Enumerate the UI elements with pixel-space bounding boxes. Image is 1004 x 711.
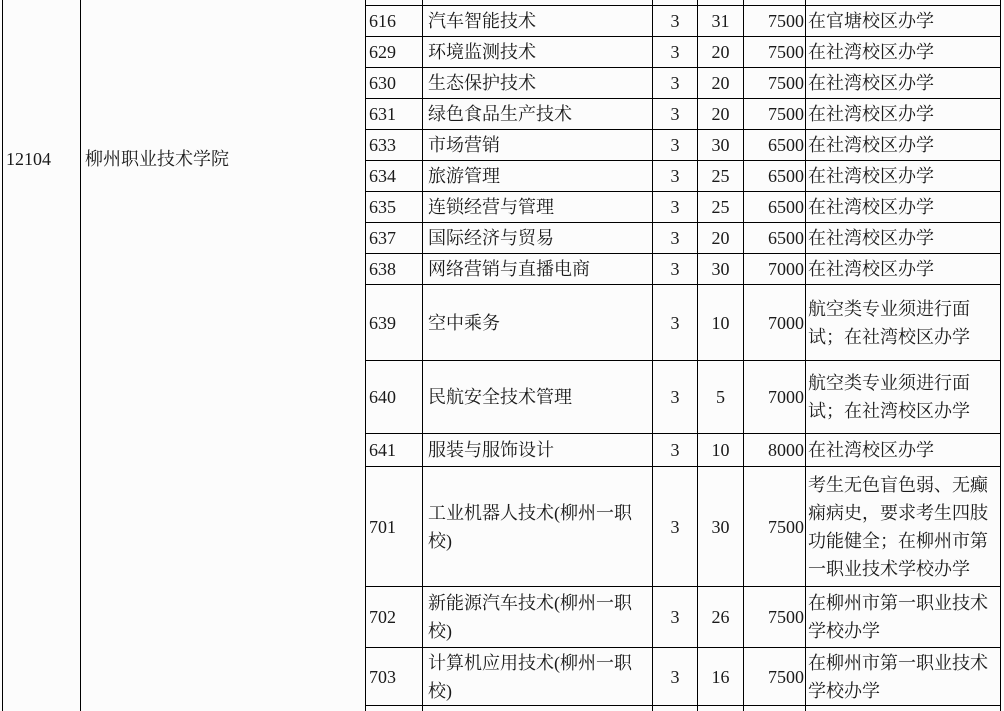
- quota-cell: 30: [698, 254, 744, 285]
- years-cell: 3: [653, 434, 698, 467]
- major-name-cell: 新能源汽车技术(柳州一职校): [423, 587, 653, 648]
- quota-cell: 5: [698, 361, 744, 434]
- major-name-cell: 绿色食品生产技术: [423, 99, 653, 130]
- years-cell: [653, 706, 698, 711]
- quota-cell: 30: [698, 467, 744, 587]
- major-name-cell: 旅游管理: [423, 161, 653, 192]
- tuition-cell: 6500: [744, 161, 806, 192]
- quota-cell: 25: [698, 161, 744, 192]
- tuition-cell: 8000: [744, 434, 806, 467]
- tuition-cell: 6500: [744, 192, 806, 223]
- major-code-cell: 629: [366, 37, 423, 68]
- notes-cell: 在社湾校区办学: [806, 68, 1001, 99]
- major-code-cell: 630: [366, 68, 423, 99]
- notes-cell: 考生无色盲色弱、无癫痫病史，要求考生四肢功能健全；在柳州市第一职业技术学校办学: [806, 467, 1001, 587]
- major-name-cell: 服装与服饰设计: [423, 434, 653, 467]
- tuition-cell: 6500: [744, 130, 806, 161]
- major-name-cell: 民航安全技术管理: [423, 361, 653, 434]
- quota-cell: 10: [698, 434, 744, 467]
- major-name-cell: 市场营销: [423, 130, 653, 161]
- notes-cell: 在柳州市第一职业技术学校办学: [806, 648, 1001, 706]
- major-name-cell: 工业机器人技术(柳州一职校): [423, 467, 653, 587]
- major-code-cell: 635: [366, 192, 423, 223]
- tuition-cell: 7500: [744, 648, 806, 706]
- admissions-plan-table: [2, 0, 1001, 711]
- school-code-cell: [3, 0, 81, 711]
- notes-cell: 航空类专业须进行面试；在社湾校区办学: [806, 285, 1001, 361]
- notes-cell: [806, 706, 1001, 711]
- tuition-cell: 7500: [744, 6, 806, 37]
- quota-cell: 31: [698, 6, 744, 37]
- major-code-cell: 641: [366, 434, 423, 467]
- notes-cell: 在社湾校区办学: [806, 434, 1001, 467]
- major-code-cell: 631: [366, 99, 423, 130]
- major-code-cell: 616: [366, 6, 423, 37]
- years-cell: 3: [653, 467, 698, 587]
- tuition-cell: [744, 706, 806, 711]
- major-code-cell: [366, 706, 423, 711]
- years-cell: 3: [653, 99, 698, 130]
- years-cell: 3: [653, 37, 698, 68]
- major-name-cell: 连锁经营与管理: [423, 192, 653, 223]
- major-name-cell: 国际经济与贸易: [423, 223, 653, 254]
- years-cell: 3: [653, 285, 698, 361]
- tuition-cell: 7500: [744, 467, 806, 587]
- tuition-cell: 7500: [744, 587, 806, 648]
- major-code-cell: 634: [366, 161, 423, 192]
- years-cell: 3: [653, 161, 698, 192]
- quota-cell: 20: [698, 68, 744, 99]
- years-cell: 3: [653, 6, 698, 37]
- major-code-cell: 701: [366, 467, 423, 587]
- notes-cell: 航空类专业须进行面试；在社湾校区办学: [806, 361, 1001, 434]
- quota-cell: 16: [698, 648, 744, 706]
- tuition-cell: 7000: [744, 285, 806, 361]
- years-cell: 3: [653, 361, 698, 434]
- notes-cell: 在社湾校区办学: [806, 99, 1001, 130]
- major-name-cell: 环境监测技术: [423, 37, 653, 68]
- years-cell: 3: [653, 192, 698, 223]
- tuition-cell: 6500: [744, 223, 806, 254]
- years-cell: 3: [653, 68, 698, 99]
- major-code-cell: 633: [366, 130, 423, 161]
- quota-cell: 20: [698, 223, 744, 254]
- tuition-cell: 7500: [744, 99, 806, 130]
- notes-cell: 在社湾校区办学: [806, 223, 1001, 254]
- quota-cell: 20: [698, 37, 744, 68]
- quota-cell: 30: [698, 130, 744, 161]
- years-cell: 3: [653, 223, 698, 254]
- major-name-cell: 生态保护技术: [423, 68, 653, 99]
- tuition-cell: 7500: [744, 68, 806, 99]
- quota-cell: [698, 706, 744, 711]
- major-code-cell: 702: [366, 587, 423, 648]
- tuition-cell: 7000: [744, 254, 806, 285]
- major-code-cell: 639: [366, 285, 423, 361]
- quota-cell: 10: [698, 285, 744, 361]
- tuition-cell: 7000: [744, 361, 806, 434]
- school-code: 12104: [6, 149, 51, 169]
- years-cell: 3: [653, 648, 698, 706]
- major-name-cell: [423, 706, 653, 711]
- years-cell: 3: [653, 587, 698, 648]
- major-code-cell: 703: [366, 648, 423, 706]
- notes-cell: 在社湾校区办学: [806, 130, 1001, 161]
- notes-cell: 在社湾校区办学: [806, 192, 1001, 223]
- quota-cell: 25: [698, 192, 744, 223]
- quota-cell: 20: [698, 99, 744, 130]
- notes-cell: 在社湾校区办学: [806, 254, 1001, 285]
- major-name-cell: 网络营销与直播电商: [423, 254, 653, 285]
- notes-cell: 在社湾校区办学: [806, 37, 1001, 68]
- quota-cell: 26: [698, 587, 744, 648]
- notes-cell: 在社湾校区办学: [806, 161, 1001, 192]
- major-code-cell: 637: [366, 223, 423, 254]
- years-cell: 3: [653, 130, 698, 161]
- years-cell: 3: [653, 254, 698, 285]
- major-code-cell: 640: [366, 361, 423, 434]
- major-name-cell: 汽车智能技术: [423, 6, 653, 37]
- notes-cell: 在柳州市第一职业技术学校办学: [806, 587, 1001, 648]
- major-name-cell: 空中乘务: [423, 285, 653, 361]
- notes-cell: 在官塘校区办学: [806, 6, 1001, 37]
- major-name-cell: 计算机应用技术(柳州一职校): [423, 648, 653, 706]
- major-code-cell: 638: [366, 254, 423, 285]
- school-name: 柳州职业技术学院: [85, 149, 229, 169]
- school-name-cell: [81, 0, 366, 711]
- tuition-cell: 7500: [744, 37, 806, 68]
